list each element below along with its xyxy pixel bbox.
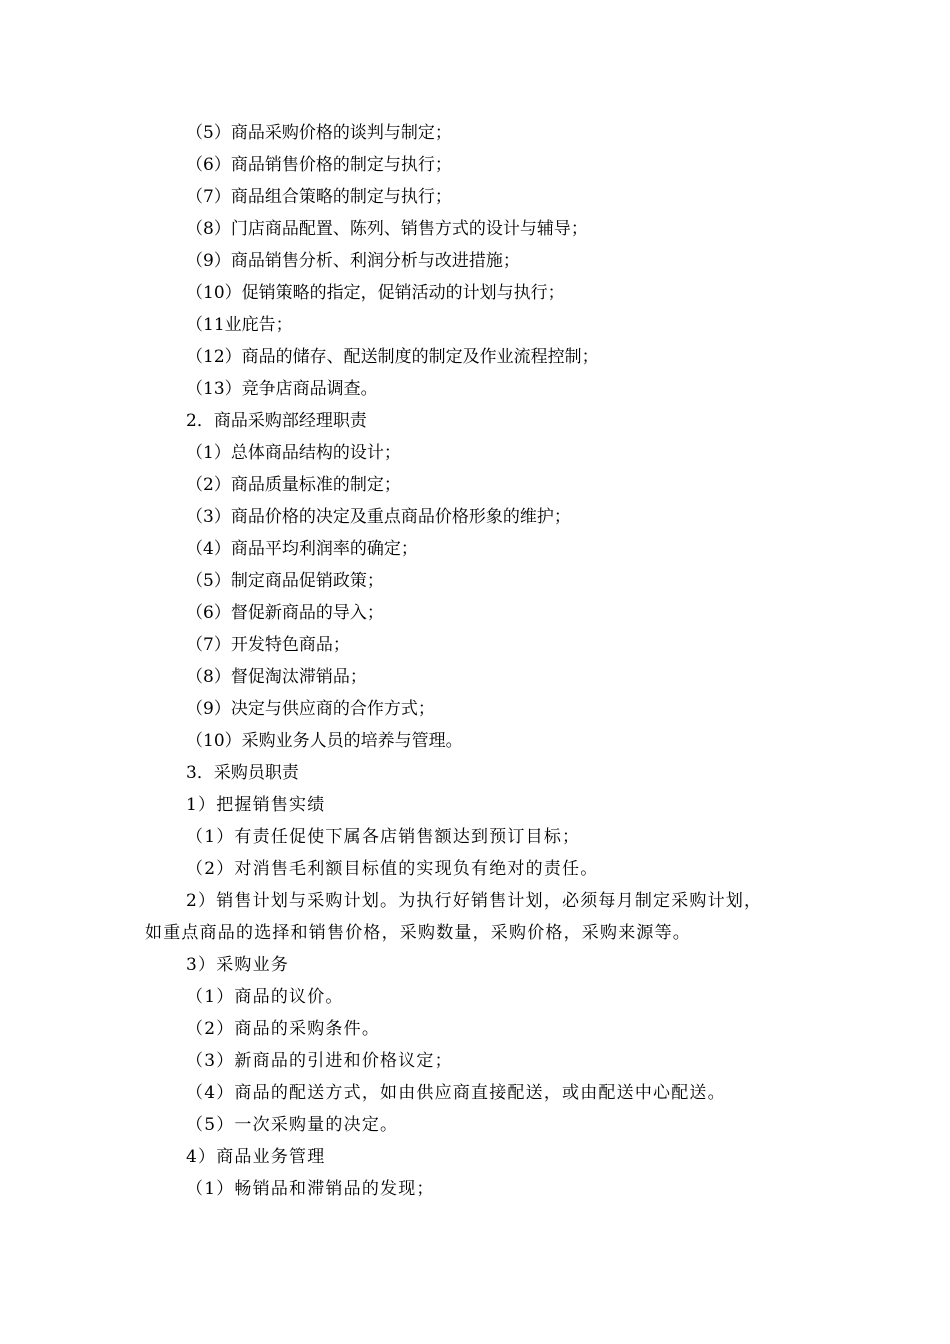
list-item: （4）商品的配送方式，如由供应商直接配送，或由配送中心配送。 [186,1083,726,1103]
paragraph-line: 2）销售计划与采购计划。为执行好销售计划，必须每月制定采购计划， [186,891,763,911]
list-item: （13）竞争店商品调查。 [186,379,378,399]
subsection-heading: 4）商品业务管理 [186,1147,326,1167]
list-item: （7）开发特色商品； [186,635,350,655]
list-item: （2）商品质量标准的制定； [186,475,401,495]
list-item: （9）决定与供应商的合作方式； [186,699,435,719]
list-item: （12）商品的储存、配送制度的制定及作业流程控制； [186,347,599,367]
list-item: （3）新商品的引进和价格议定； [186,1051,453,1071]
list-item: （2）商品的采购条件。 [186,1019,381,1039]
section-heading: 2．商品采购部经理职责 [186,411,367,431]
list-item: （10）采购业务人员的培养与管理。 [186,731,463,751]
paragraph-line: 如重点商品的选择和销售价格，采购数量，采购价格，采购来源等。 [145,923,691,943]
list-item: （4）商品平均利润率的确定； [186,539,418,559]
section-heading: 3．采购员职责 [186,763,299,783]
list-item: （1）有责任促使下属各店销售额达到预订目标； [186,827,581,847]
list-item: （2）对消售毛利额目标值的实现负有绝对的责任。 [186,859,599,879]
list-item: （5）商品采购价格的谈判与制定； [186,123,452,143]
list-item: （11业庇告； [186,315,293,335]
list-item: （9）商品销售分析、利润分析与改进措施； [186,251,520,271]
list-item: （10）促销策略的指定，促销活动的计划与执行； [186,283,565,303]
list-item: （5）一次采购量的决定。 [186,1115,399,1135]
list-item: （1）商品的议价。 [186,987,344,1007]
list-item: （8）门店商品配置、陈列、销售方式的设计与辅导； [186,219,588,239]
list-item: （7）商品组合策略的制定与执行； [186,187,452,207]
list-item: （1）总体商品结构的设计； [186,443,401,463]
list-item: （5）制定商品促销政策； [186,571,384,591]
list-item: （1）畅销品和滞销品的发现； [186,1179,435,1199]
list-item: （6）商品销售价格的制定与执行； [186,155,452,175]
list-item: （3）商品价格的决定及重点商品价格形象的维护； [186,507,571,527]
subsection-heading: 1）把握销售实绩 [186,795,326,815]
subsection-heading: 3）采购业务 [186,955,290,975]
list-item: （8）督促淘汰滞销品； [186,667,367,687]
list-item: （6）督促新商品的导入； [186,603,384,623]
